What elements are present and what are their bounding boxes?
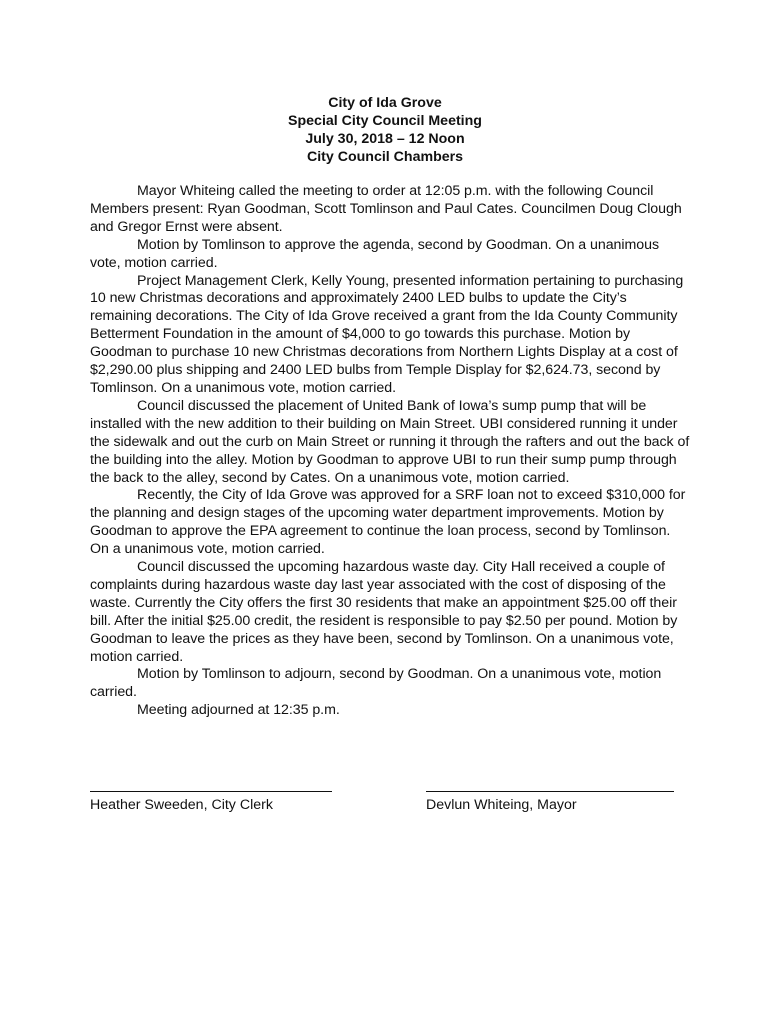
meeting-header	[0, 94, 770, 166]
paragraph-call-to-order: Mayor Whiteing called the meeting to order at 12:05 p.m. with the following Council Members present: Ryan Goodman, Scott Tomlinson and Paul Cates. Councilmen Doug Clough and Gregor Ernst were absent.	[90, 183, 682, 235]
paragraph-srf-loan: Recently, the City of Ida Grove was approved for a SRF loan not to exceed $310,000 for the planning and design stages of the upcoming water department improvements. Motion by Goodman to approve the EPA agreement to continue the loan process, second by Tomlinson. On a unanimous vote, motion carried.	[90, 487, 686, 558]
meeting-date: July 30, 2018 – 12 Noon	[305, 131, 465, 147]
paragraph-sump-pump: Council discussed the placement of United Bank of Iowa’s sump pump that will be installed with the new addition to their building on Main Street. UBI considered running it under the sidewalk and out the curb on Main Street or running it through the rafters and out the back of the building into the alley. Motion by Goodman to approve UBI to run their sump pump through the back to the alley, second by Cates. On a unanimous vote, motion carried.	[90, 397, 690, 486]
meeting-location: City Council Chambers	[306, 149, 464, 165]
mayor-signature-line	[426, 790, 674, 792]
paragraph-christmas-decorations: Project Management Clerk, Kelly Young, presented information pertaining to purchasing 10 new Christmas decorations and approximately 2400 LED bulbs to update the City’s remaining decorations. The City of Ida Grove received a grant from the Ida County Community Betterment Foundation in the amount of $4,000 to go towards this purchase. Motion by Goodman to purchase 10 new Christmas decorations from Northern Lights Display at a cost of $2,290.00 plus shipping and 2400 LED bulbs from Temple Display for $2,624.73, second by Tomlinson. On a unanimous vote, motion carried.	[90, 272, 684, 396]
mayor-name: Devlun Whiteing, Mayor	[426, 797, 577, 813]
paragraph-adjourned: Meeting adjourned at 12:35 p.m.	[137, 702, 340, 719]
minutes-body	[90, 183, 690, 720]
paragraph-agenda: Motion by Tomlinson to approve the agenda, second by Goodman. On a unanimous vote, motion carried.	[90, 236, 659, 271]
clerk-signature-block	[90, 780, 332, 814]
mayor-signature-block	[426, 780, 674, 814]
paragraph-hazardous-waste: Council discussed the upcoming hazardous waste day. City Hall received a couple of complaints during hazardous waste day last year associated with the cost of disposing of the waste. Currently the City offers the first 30 residents that make an appointment $25.00 off their bill. After the initial $25.00 credit, the resident is responsible to pay $2.50 per pound. Motion by Goodman to leave the prices as they have been, second by Tomlinson. On a unanimous vote, motion carried.	[90, 559, 678, 665]
paragraph-adjourn-motion: Motion by Tomlinson to adjourn, second by Goodman. On a unanimous vote, motion carried.	[90, 666, 662, 701]
clerk-signature-line	[90, 790, 332, 792]
meeting-type: Special City Council Meeting	[288, 113, 482, 129]
city-name: City of Ida Grove	[328, 95, 442, 111]
clerk-name: Heather Sweeden, City Clerk	[90, 797, 273, 813]
